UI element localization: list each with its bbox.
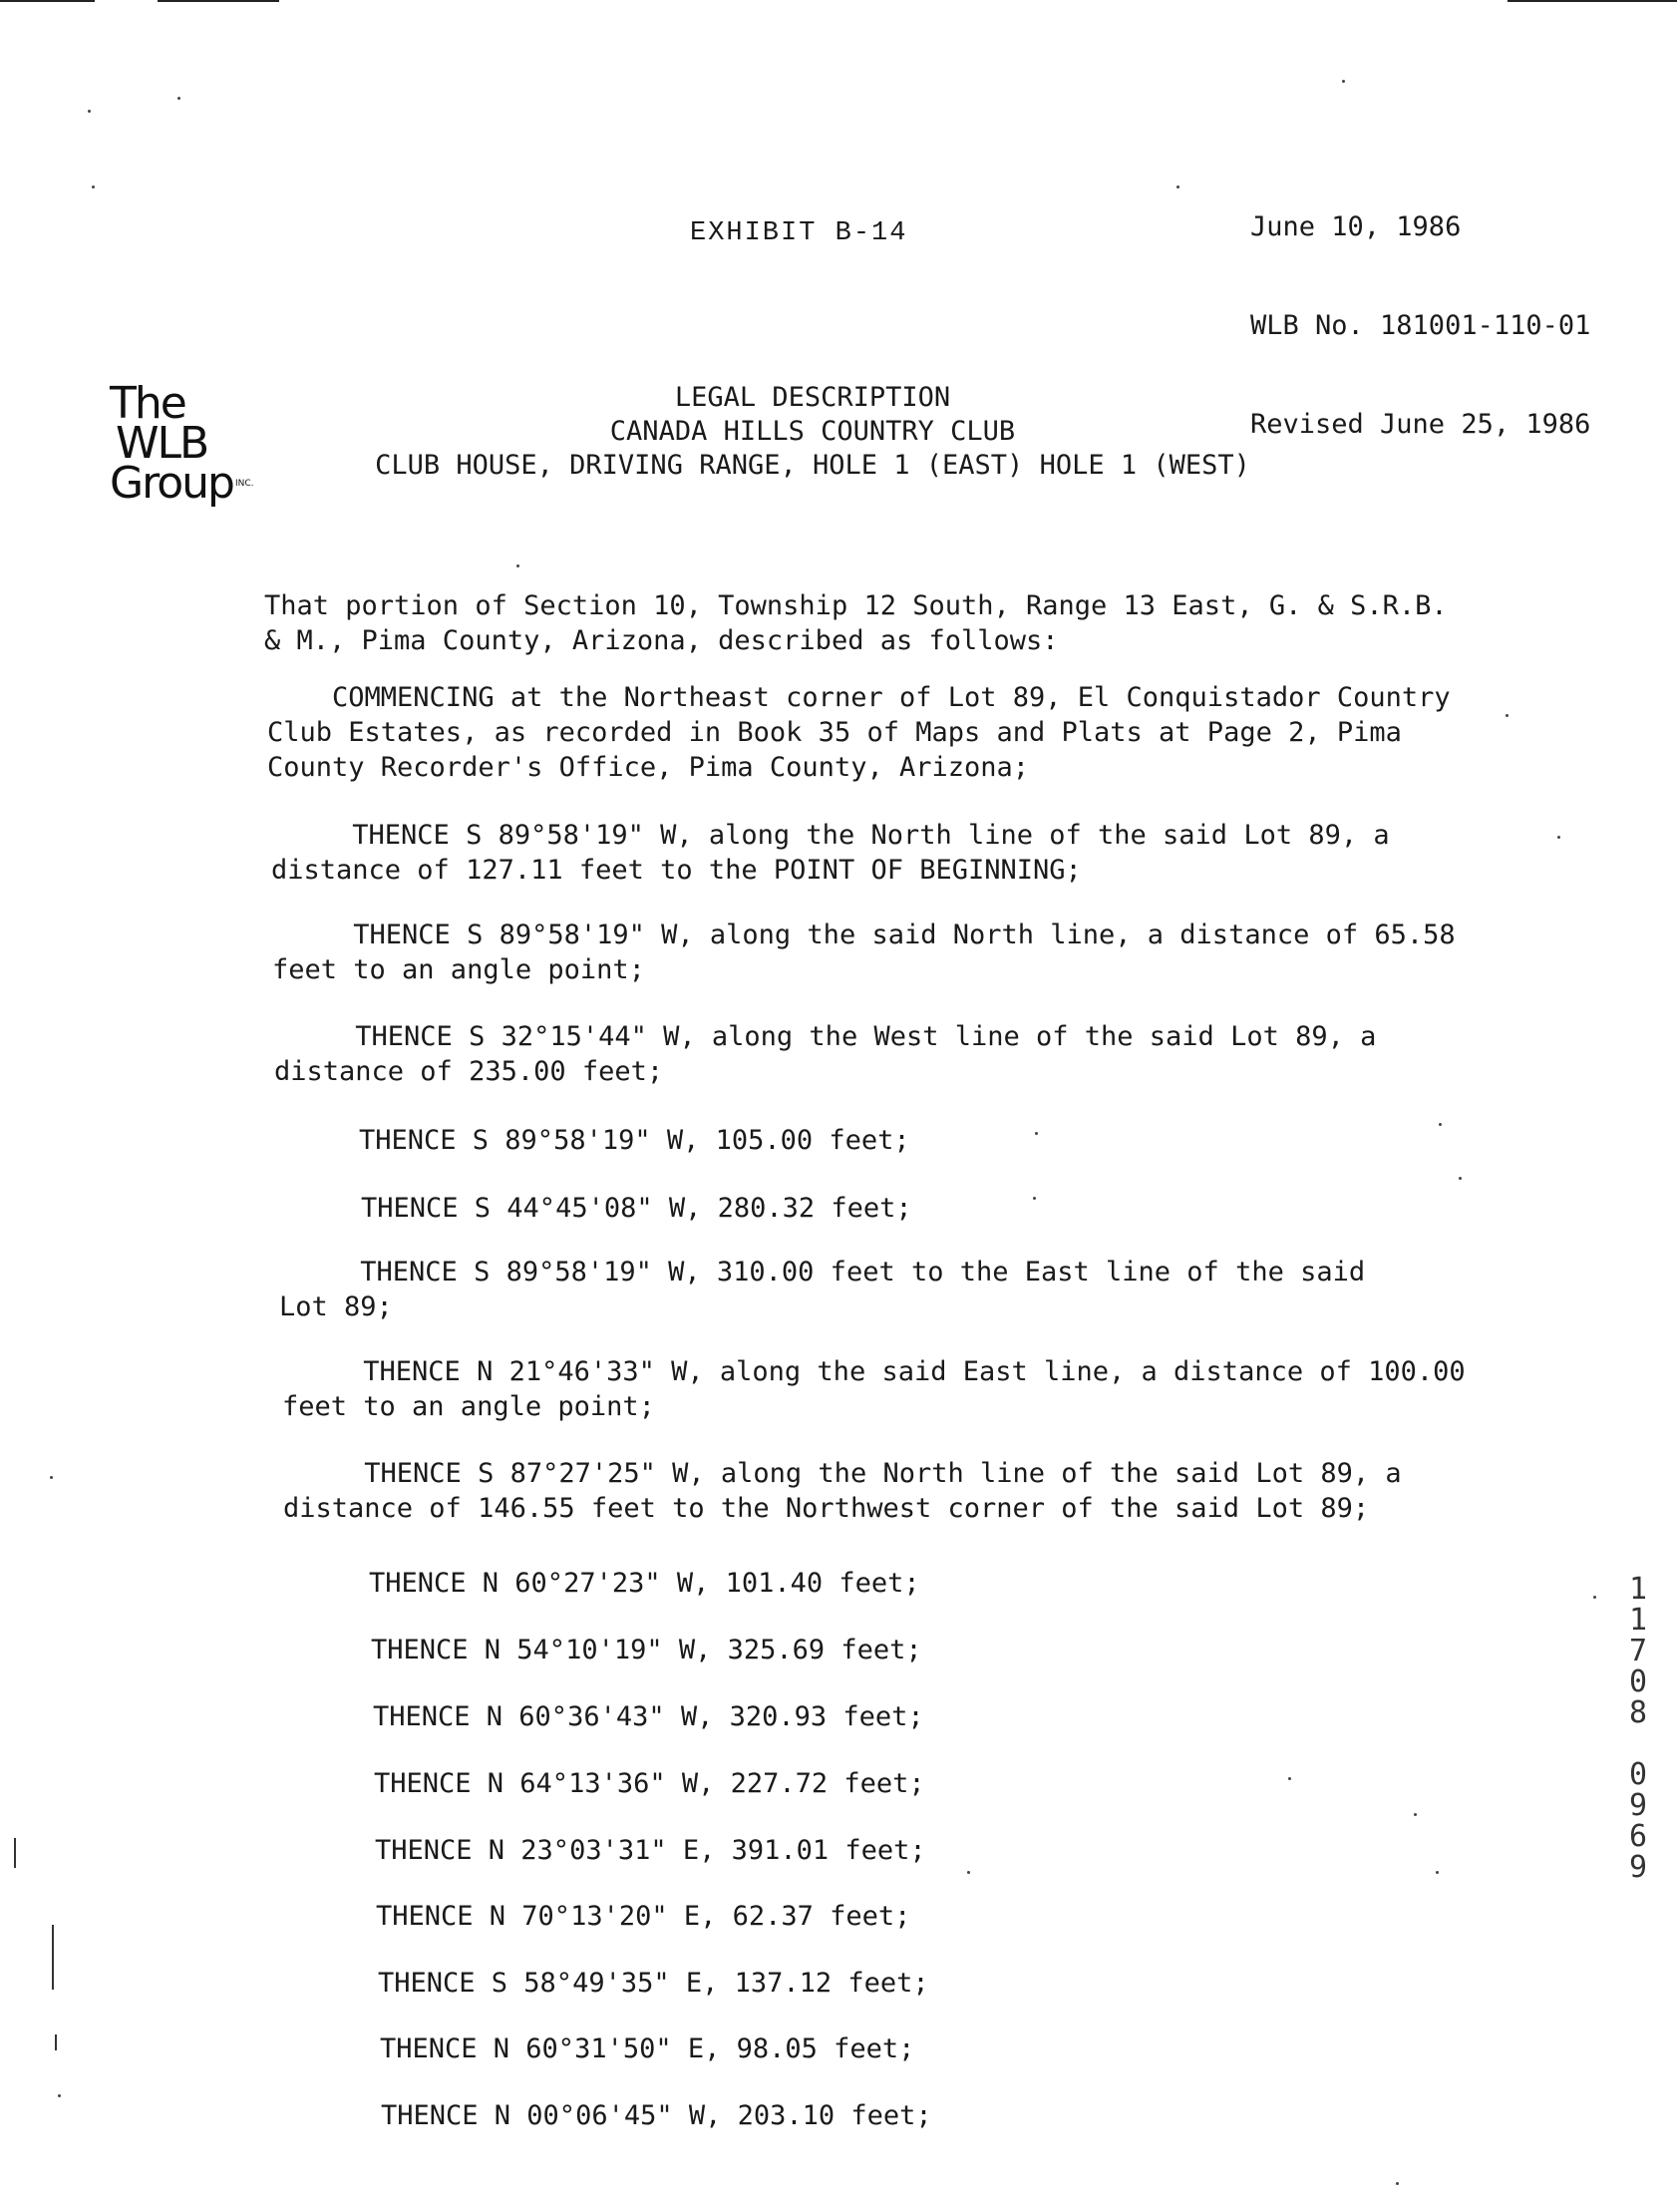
header-info	[1250, 145, 1590, 474]
stamp-digit: 1	[1628, 1603, 1648, 1638]
scan-edge-line	[0, 0, 95, 2]
scan-speck	[1414, 1813, 1417, 1816]
header-revised-date: Revised June 25, 1986	[1250, 409, 1591, 440]
stamp-digit: 9	[1628, 1850, 1648, 1885]
scan-speck	[50, 1476, 53, 1479]
header-date: June 10, 1986	[1250, 211, 1462, 242]
scan-speck	[1033, 1197, 1036, 1200]
exhibit-label: EXHIBIT B-14	[690, 218, 908, 248]
course-line: THENCE S 44°45'08" W, 280.32 feet;	[361, 1193, 912, 1224]
scan-speck	[1439, 1123, 1442, 1126]
scan-speck	[1288, 1777, 1291, 1780]
course-paragraph: THENCE S 87°27'25" W, along the North line of the said Lot 89, a distance of 146.55 feet to the Northwest corner of the said Lot 89;	[283, 1458, 1402, 1524]
course-line: THENCE N 23°03'31" E, 391.01 feet;	[375, 1835, 926, 1866]
scan-speck	[1035, 1132, 1038, 1135]
scan-speck	[1557, 836, 1560, 839]
logo-line-the: The	[110, 378, 185, 429]
scan-speck	[1176, 185, 1179, 188]
commencing-paragraph: COMMENCING at the Northeast corner of Lot 89, El Conquistador Country Club Estates, as recorded in Book 35 of Maps and Plats at Page 2, Pima County Recorder's Office, Pima County, Arizona;	[267, 682, 1451, 783]
stamp-gap	[1623, 1728, 1653, 1759]
course-paragraph: THENCE S 89°58'19" W, along the said North line, a distance of 65.58 feet to an angle point;	[272, 920, 1456, 985]
course-line: THENCE S 58°49'35" E, 137.12 feet;	[378, 1968, 929, 1999]
wlb-group-logo	[110, 378, 254, 509]
course-line: THENCE N 54°10'19" W, 325.69 feet;	[371, 1635, 922, 1665]
stamp-digit: 0	[1628, 1664, 1648, 1699]
course-paragraph: THENCE S 89°58'19" W, along the North line of the said Lot 89, a distance of 127.11 feet to the POINT OF BEGINNING;	[271, 820, 1390, 886]
course-paragraph: THENCE S 32°15'44" W, along the West line of the said Lot 89, a distance of 235.00 feet;	[274, 1021, 1377, 1087]
scan-edge-line	[158, 0, 279, 2]
document-stamp-number	[1623, 1574, 1653, 1883]
scan-margin-mark	[55, 2034, 57, 2050]
header-wlb-number: WLB No. 181001-110-01	[1250, 310, 1591, 341]
stamp-digit: 6	[1628, 1819, 1648, 1854]
scan-margin-mark	[52, 1925, 54, 1990]
stamp-digit: 0	[1628, 1757, 1648, 1792]
course-paragraph: THENCE S 89°58'19" W, 310.00 feet to the East line of the said Lot 89;	[279, 1257, 1366, 1322]
scan-speck	[177, 97, 180, 100]
scan-speck	[516, 564, 519, 567]
title-line-legal-description: LEGAL DESCRIPTION	[674, 382, 951, 413]
scan-speck	[1506, 714, 1509, 717]
course-line: THENCE N 60°27'23" W, 101.40 feet;	[369, 1568, 920, 1599]
scan-speck	[58, 2094, 61, 2097]
course-line: THENCE N 60°31'50" E, 98.05 feet;	[380, 2033, 915, 2064]
course-line: THENCE N 00°06'45" W, 203.10 feet;	[381, 2100, 932, 2131]
document-title	[339, 381, 1286, 483]
logo-line-wlb: WLB	[116, 418, 208, 469]
stamp-digit: 7	[1628, 1634, 1648, 1668]
scan-speck	[1436, 1871, 1439, 1874]
scan-speck	[1342, 80, 1345, 83]
title-line-club-name: CANADA HILLS COUNTRY CLUB	[609, 416, 1016, 447]
course-line: THENCE S 89°58'19" W, 105.00 feet;	[359, 1125, 910, 1156]
logo-trademark: INC.	[234, 479, 254, 489]
scan-speck	[88, 110, 91, 113]
scan-speck	[967, 1871, 970, 1874]
course-line: THENCE N 64°13'36" W, 227.72 feet;	[374, 1768, 925, 1799]
course-line: THENCE N 70°13'20" E, 62.37 feet;	[376, 1901, 911, 1932]
title-line-areas: CLUB HOUSE, DRIVING RANGE, HOLE 1 (EAST) HOLE 1 (WEST)	[375, 450, 1250, 481]
scan-speck	[1396, 2182, 1399, 2185]
stamp-digit: 9	[1628, 1788, 1648, 1823]
stamp-digit: 8	[1628, 1695, 1648, 1730]
scan-speck	[1459, 1177, 1462, 1180]
stamp-digit: 1	[1628, 1572, 1648, 1607]
course-paragraph: THENCE N 21°46'33" W, along the said East line, a distance of 100.00 feet to an angle point;	[282, 1356, 1466, 1422]
scan-margin-mark	[14, 1838, 16, 1868]
scan-edge-line	[1508, 0, 1677, 2]
scan-speck	[1593, 1596, 1596, 1599]
scan-speck	[92, 185, 95, 188]
logo-line-group: Group	[110, 458, 233, 509]
intro-paragraph: That portion of Section 10, Township 12 South, Range 13 East, G. & S.R.B. & M., Pima County, Arizona, described as follows:	[264, 590, 1448, 656]
course-line: THENCE N 60°36'43" W, 320.93 feet;	[373, 1701, 924, 1732]
